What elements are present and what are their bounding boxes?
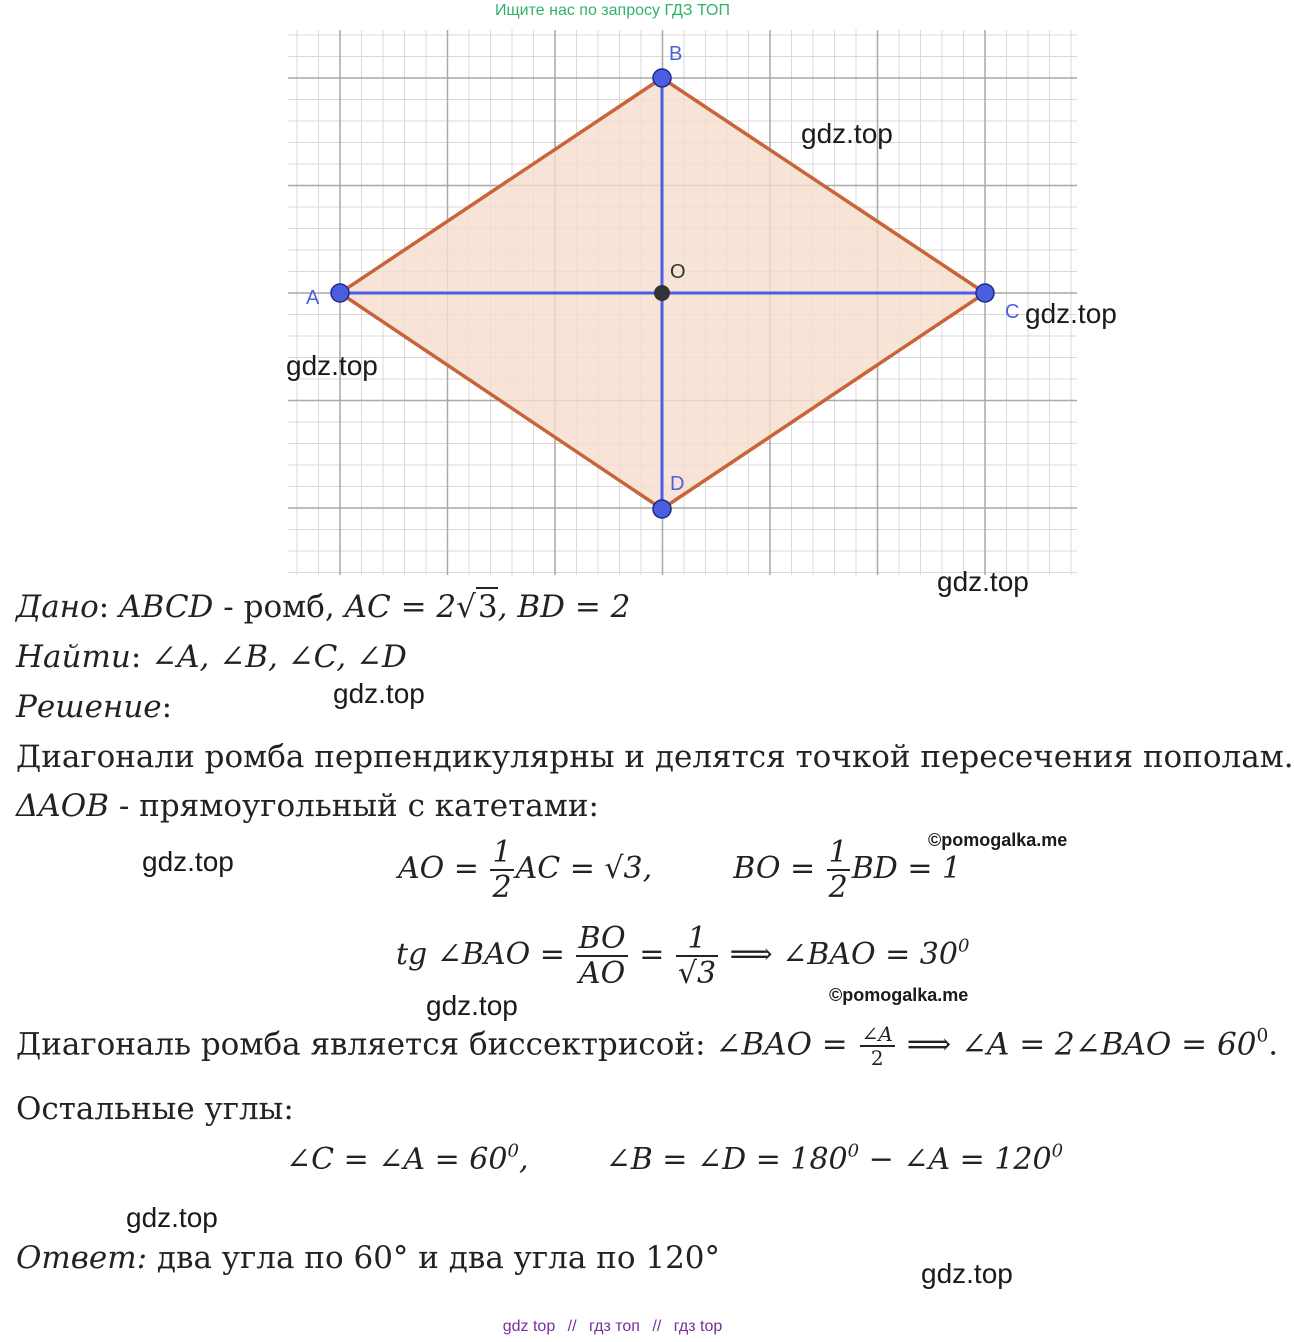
footer-separator: // (652, 1318, 662, 1335)
answer-label: Ответ: (16, 1240, 148, 1276)
watermark: gdz.top (333, 678, 425, 709)
bisector-statement: Диагональ ромба является биссектрисой: ∠BAO = $\frac{\angle A}{2}$ ⟹ ∠A = 2∠BAO = $60^0$. (16, 1022, 1279, 1070)
copyright-mark: ©pomogalka.me (829, 985, 969, 1005)
watermark: gdz.top (1025, 298, 1117, 329)
find-label: Найти (16, 639, 131, 675)
other-angles-label: Остальные углы: (16, 1091, 294, 1127)
footer-link[interactable]: гдз top (673, 1318, 723, 1335)
fraction-half: $\frac{1}{2}$ (492, 835, 512, 905)
watermark: gdz.top (142, 846, 234, 877)
watermark: gdz.top (286, 350, 378, 381)
footer-link[interactable]: gdz top (502, 1318, 556, 1335)
label-d: D (670, 473, 685, 495)
figure-name: ABCD (119, 589, 214, 625)
find-line: Найти: ∠A, ∠B, ∠C, ∠D (16, 639, 407, 675)
triangle-statement: ΔAOB - прямоугольный с катетами: (16, 788, 599, 824)
footer-link[interactable]: гдз топ (589, 1318, 640, 1335)
formula-legs: AO = $\frac{1}{2}$ AC = √3, BO = $\frac{1}{2}$ BD = 1 (398, 835, 962, 905)
label-c: C (1005, 301, 1020, 323)
top-banner: Ищите нас по запросу ГДЗ ТОП (495, 2, 730, 19)
point-d (653, 500, 671, 518)
label-o: O (670, 261, 686, 283)
watermark: gdz.top (426, 990, 518, 1021)
point-a (331, 284, 349, 302)
point-c (976, 284, 994, 302)
formula-tangent: tg ∠BAO = $\frac{BO}{AO}$ = $\frac{1}{√3}$ ⟹ ∠BAO = $30^0$ (396, 921, 970, 991)
solution-line: Решение: (16, 689, 173, 725)
watermark: gdz.top (921, 1258, 1013, 1289)
copyright-mark: ©pomogalka.me (928, 830, 1068, 850)
watermark: gdz.top (126, 1202, 218, 1233)
diagonals-statement: Диагонали ромба перпендикулярны и делятся точкой пересечения пополам. (16, 739, 1294, 775)
answer-line: Ответ: два угла по 60° и два угла по 120° (16, 1240, 721, 1276)
watermark: gdz.top (937, 566, 1029, 597)
given-label: Дано (16, 589, 99, 625)
fraction-one-sqrt3: $\frac{1}{√3}$ (677, 921, 717, 991)
fraction-half: $\frac{1}{2}$ (828, 835, 848, 905)
fraction-bo-ao: $\frac{BO}{AO}$ (578, 921, 626, 991)
fraction-angle-a-half: $\frac{\angle A}{2}$ (861, 1022, 893, 1070)
solution-label: Решение (16, 689, 162, 725)
rhombus-figure (0, 0, 1225, 580)
footer-links (0, 1318, 1225, 1336)
formula-other-angles: ∠C = ∠A = $60^0$, ∠B = ∠D = $180^0$ − ∠A = $120^0$ (286, 1140, 1064, 1177)
label-a: A (306, 287, 320, 309)
point-b (653, 69, 671, 87)
footer-separator: // (567, 1318, 577, 1335)
given-line: Дано: ABCD - ромб, AC = 2√3, BD = 2 (16, 589, 631, 625)
watermark: gdz.top (801, 118, 893, 149)
find-angles: ∠A, ∠B, ∠C, ∠D (151, 639, 407, 675)
label-b: B (669, 43, 683, 65)
point-o (654, 285, 670, 301)
